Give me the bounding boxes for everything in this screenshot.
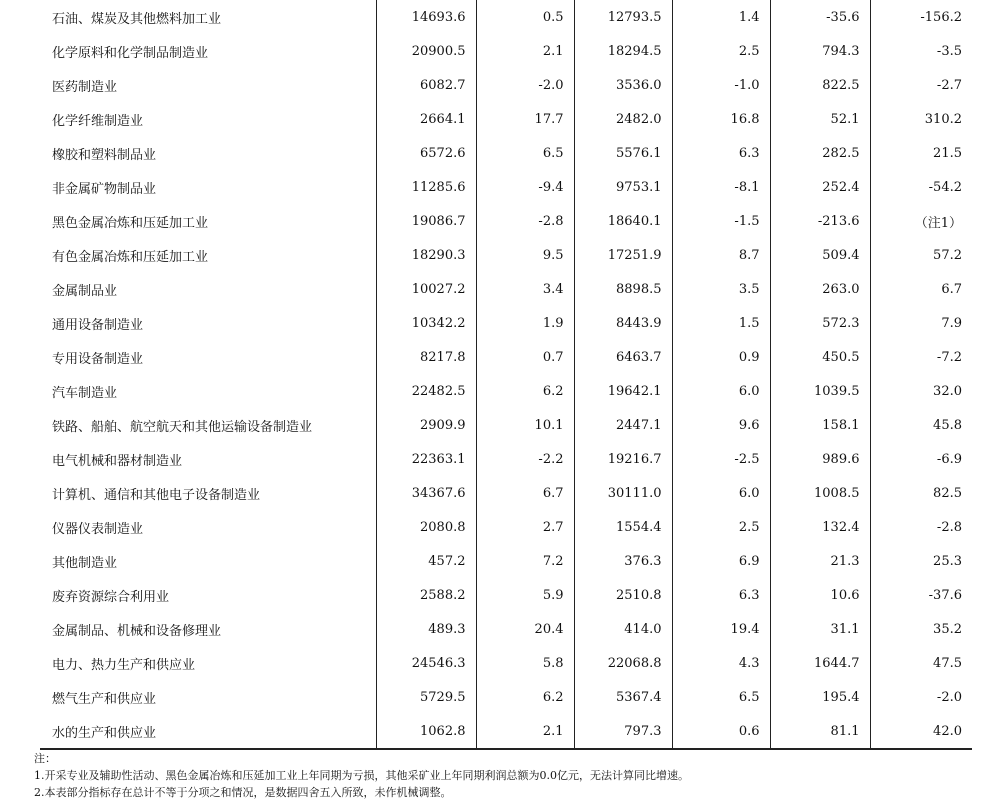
value-cell-v6: -2.8 xyxy=(870,510,972,544)
table-row xyxy=(40,442,972,476)
table-row xyxy=(40,68,972,102)
value-cell-v1: 34367.6 xyxy=(376,476,476,510)
table-body xyxy=(40,0,972,749)
value-cell-v1: 10342.2 xyxy=(376,306,476,340)
table-row xyxy=(40,374,972,408)
industry-name-cell: 非金属矿物制品业 xyxy=(52,181,157,197)
value-cell-v5: 509.4 xyxy=(770,238,870,272)
value-cell-v2: -9.4 xyxy=(476,170,574,204)
industry-name-cell: 专用设备制造业 xyxy=(52,351,144,367)
industry-name-cell: 通用设备制造业 xyxy=(52,317,144,333)
value-cell-v2: 6.7 xyxy=(476,476,574,510)
value-cell-v3: 19642.1 xyxy=(574,374,672,408)
table-row xyxy=(40,544,972,578)
value-cell-v2: 5.9 xyxy=(476,578,574,612)
value-cell-v3: 18640.1 xyxy=(574,204,672,238)
value-cell-v1: 18290.3 xyxy=(376,238,476,272)
value-cell-v2: 0.5 xyxy=(476,0,574,34)
table-row xyxy=(40,238,972,272)
value-cell-v4: 6.3 xyxy=(672,136,770,170)
value-cell-v3: 17251.9 xyxy=(574,238,672,272)
industry-name-cell: 化学原料和化学制品制造业 xyxy=(52,45,209,61)
value-cell-v2: 2.7 xyxy=(476,510,574,544)
value-cell-v1: 489.3 xyxy=(376,612,476,646)
value-cell-v4: 2.5 xyxy=(672,34,770,68)
value-cell-v6: 57.2 xyxy=(870,238,972,272)
value-cell-v5: 282.5 xyxy=(770,136,870,170)
value-cell-v3: 22068.8 xyxy=(574,646,672,680)
value-cell-v5: 81.1 xyxy=(770,714,870,749)
value-cell-v1: 19086.7 xyxy=(376,204,476,238)
industry-statistics-table xyxy=(40,0,972,750)
value-cell-v5: 572.3 xyxy=(770,306,870,340)
value-cell-v4: 16.8 xyxy=(672,102,770,136)
industry-name-cell: 电气机械和器材制造业 xyxy=(52,453,183,469)
value-cell-v5: 822.5 xyxy=(770,68,870,102)
value-cell-v4: -1.0 xyxy=(672,68,770,102)
table-row xyxy=(40,476,972,510)
value-cell-v2: -2.8 xyxy=(476,204,574,238)
value-cell-v5: 195.4 xyxy=(770,680,870,714)
value-cell-v2: 6.2 xyxy=(476,374,574,408)
value-cell-v4: 6.0 xyxy=(672,374,770,408)
value-cell-v2: 5.8 xyxy=(476,646,574,680)
table-row xyxy=(40,272,972,306)
value-cell-v5: 10.6 xyxy=(770,578,870,612)
notes-heading: 注： xyxy=(34,752,56,765)
value-cell-v5: 31.1 xyxy=(770,612,870,646)
value-cell-v1: 6572.6 xyxy=(376,136,476,170)
value-cell-v6: -2.7 xyxy=(870,68,972,102)
value-cell-v4: 0.9 xyxy=(672,340,770,374)
value-cell-v2: -2.2 xyxy=(476,442,574,476)
industry-name-cell: 石油、煤炭及其他燃料加工业 xyxy=(52,11,222,27)
value-cell-v4: 1.4 xyxy=(672,0,770,34)
value-cell-v3: 376.3 xyxy=(574,544,672,578)
value-cell-v2: 2.1 xyxy=(476,714,574,749)
industry-name-cell: 金属制品业 xyxy=(52,283,118,299)
table-row xyxy=(40,204,972,238)
value-cell-v6: 45.8 xyxy=(870,408,972,442)
value-cell-v5: 794.3 xyxy=(770,34,870,68)
value-cell-v3: 5367.4 xyxy=(574,680,672,714)
value-cell-v2: -2.0 xyxy=(476,68,574,102)
value-cell-v5: 989.6 xyxy=(770,442,870,476)
note-item-1: 1.开采专业及辅助性活动、黑色金属冶炼和压延加工业上年同期为亏损，其他采矿业上年同期利润总额为0.0亿元，无法计算同比增速。 xyxy=(34,769,689,782)
value-cell-v3: 6463.7 xyxy=(574,340,672,374)
value-cell-v3: 3536.0 xyxy=(574,68,672,102)
value-cell-v5: 21.3 xyxy=(770,544,870,578)
value-cell-v5: -35.6 xyxy=(770,0,870,34)
table-row xyxy=(40,170,972,204)
value-cell-v1: 20900.5 xyxy=(376,34,476,68)
value-cell-v3: 8898.5 xyxy=(574,272,672,306)
value-cell-v5: 263.0 xyxy=(770,272,870,306)
value-cell-v2: 20.4 xyxy=(476,612,574,646)
value-cell-v4: 4.3 xyxy=(672,646,770,680)
value-cell-v4: -1.5 xyxy=(672,204,770,238)
value-cell-v2: 9.5 xyxy=(476,238,574,272)
value-cell-v1: 14693.6 xyxy=(376,0,476,34)
industry-name-cell: 医药制造业 xyxy=(52,79,118,95)
value-cell-v4: 6.3 xyxy=(672,578,770,612)
value-cell-v5: 52.1 xyxy=(770,102,870,136)
value-cell-v6: 32.0 xyxy=(870,374,972,408)
industry-name-cell: 燃气生产和供应业 xyxy=(52,691,157,707)
value-cell-v3: 12793.5 xyxy=(574,0,672,34)
value-cell-v3: 2510.8 xyxy=(574,578,672,612)
table-row xyxy=(40,408,972,442)
note-item-2: 2.本表部分指标存在总计不等于分项之和情况，是数据四舍五入所致，未作机械调整。 xyxy=(34,786,452,799)
table-row xyxy=(40,680,972,714)
value-cell-v6: 21.5 xyxy=(870,136,972,170)
value-cell-v4: 8.7 xyxy=(672,238,770,272)
value-cell-v3: 2447.1 xyxy=(574,408,672,442)
value-cell-v6: （注1） xyxy=(870,204,972,238)
industry-name-cell: 计算机、通信和其他电子设备制造业 xyxy=(52,487,261,503)
value-cell-v6: -3.5 xyxy=(870,34,972,68)
value-cell-v4: -8.1 xyxy=(672,170,770,204)
value-cell-v6: -54.2 xyxy=(870,170,972,204)
value-cell-v4: 9.6 xyxy=(672,408,770,442)
value-cell-v2: 17.7 xyxy=(476,102,574,136)
table-row xyxy=(40,646,972,680)
value-cell-v3: 2482.0 xyxy=(574,102,672,136)
value-cell-v6: -2.0 xyxy=(870,680,972,714)
value-cell-v6: -6.9 xyxy=(870,442,972,476)
value-cell-v4: 6.0 xyxy=(672,476,770,510)
value-cell-v6: 7.9 xyxy=(870,306,972,340)
value-cell-v4: 6.5 xyxy=(672,680,770,714)
value-cell-v1: 1062.8 xyxy=(376,714,476,749)
value-cell-v5: 1039.5 xyxy=(770,374,870,408)
industry-name-cell: 仪器仪表制造业 xyxy=(52,521,144,537)
value-cell-v6: -7.2 xyxy=(870,340,972,374)
value-cell-v2: 6.2 xyxy=(476,680,574,714)
value-cell-v1: 8217.8 xyxy=(376,340,476,374)
table-row xyxy=(40,34,972,68)
value-cell-v6: 6.7 xyxy=(870,272,972,306)
value-cell-v5: 132.4 xyxy=(770,510,870,544)
value-cell-v3: 19216.7 xyxy=(574,442,672,476)
value-cell-v6: -156.2 xyxy=(870,0,972,34)
value-cell-v1: 5729.5 xyxy=(376,680,476,714)
value-cell-v4: 2.5 xyxy=(672,510,770,544)
industry-name-cell: 金属制品、机械和设备修理业 xyxy=(52,623,222,639)
industry-name-cell: 黑色金属冶炼和压延加工业 xyxy=(52,215,209,231)
value-cell-v2: 2.1 xyxy=(476,34,574,68)
value-cell-v1: 22363.1 xyxy=(376,442,476,476)
value-cell-v3: 414.0 xyxy=(574,612,672,646)
industry-name-cell: 化学纤维制造业 xyxy=(52,113,144,129)
value-cell-v4: 6.9 xyxy=(672,544,770,578)
value-cell-v1: 24546.3 xyxy=(376,646,476,680)
industry-name-cell: 水的生产和供应业 xyxy=(40,714,376,749)
value-cell-v3: 797.3 xyxy=(574,714,672,749)
value-cell-v1: 2664.1 xyxy=(376,102,476,136)
value-cell-v1: 2909.9 xyxy=(376,408,476,442)
table-row xyxy=(40,136,972,170)
value-cell-v4: -2.5 xyxy=(672,442,770,476)
value-cell-v4: 1.5 xyxy=(672,306,770,340)
value-cell-v1: 2588.2 xyxy=(376,578,476,612)
value-cell-v3: 18294.5 xyxy=(574,34,672,68)
table-row xyxy=(40,578,972,612)
industry-name-cell: 铁路、船舶、航空航天和其他运输设备制造业 xyxy=(52,419,313,435)
table-row xyxy=(40,102,972,136)
industry-name-cell: 其他制造业 xyxy=(52,555,118,571)
value-cell-v3: 8443.9 xyxy=(574,306,672,340)
value-cell-v6: 310.2 xyxy=(870,102,972,136)
value-cell-v1: 457.2 xyxy=(376,544,476,578)
value-cell-v6: 82.5 xyxy=(870,476,972,510)
value-cell-v2: 6.5 xyxy=(476,136,574,170)
value-cell-v5: 1008.5 xyxy=(770,476,870,510)
table-row xyxy=(40,0,972,34)
value-cell-v3: 5576.1 xyxy=(574,136,672,170)
value-cell-v3: 30111.0 xyxy=(574,476,672,510)
value-cell-v6: 25.3 xyxy=(870,544,972,578)
value-cell-v3: 9753.1 xyxy=(574,170,672,204)
value-cell-v5: 450.5 xyxy=(770,340,870,374)
value-cell-v1: 11285.6 xyxy=(376,170,476,204)
table-row xyxy=(40,714,972,749)
value-cell-v2: 3.4 xyxy=(476,272,574,306)
table-row xyxy=(40,306,972,340)
table-row xyxy=(40,510,972,544)
value-cell-v6: 35.2 xyxy=(870,612,972,646)
table-notes xyxy=(34,750,689,801)
table-row xyxy=(40,612,972,646)
value-cell-v2: 7.2 xyxy=(476,544,574,578)
industry-name-cell: 橡胶和塑料制品业 xyxy=(52,147,157,163)
value-cell-v1: 2080.8 xyxy=(376,510,476,544)
value-cell-v4: 19.4 xyxy=(672,612,770,646)
value-cell-v1: 22482.5 xyxy=(376,374,476,408)
value-cell-v6: 42.0 xyxy=(870,714,972,749)
value-cell-v6: 47.5 xyxy=(870,646,972,680)
industry-name-cell: 汽车制造业 xyxy=(52,385,118,401)
value-cell-v5: 252.4 xyxy=(770,170,870,204)
value-cell-v4: 0.6 xyxy=(672,714,770,749)
industry-name-cell: 废弃资源综合利用业 xyxy=(52,589,170,605)
value-cell-v5: 158.1 xyxy=(770,408,870,442)
value-cell-v5: 1644.7 xyxy=(770,646,870,680)
value-cell-v6: -37.6 xyxy=(870,578,972,612)
industry-name-cell: 有色金属冶炼和压延加工业 xyxy=(52,249,209,265)
value-cell-v2: 0.7 xyxy=(476,340,574,374)
value-cell-v2: 10.1 xyxy=(476,408,574,442)
value-cell-v2: 1.9 xyxy=(476,306,574,340)
table-row xyxy=(40,340,972,374)
value-cell-v4: 3.5 xyxy=(672,272,770,306)
industry-name-cell: 电力、热力生产和供应业 xyxy=(52,657,196,673)
value-cell-v3: 1554.4 xyxy=(574,510,672,544)
value-cell-v5: -213.6 xyxy=(770,204,870,238)
value-cell-v1: 6082.7 xyxy=(376,68,476,102)
value-cell-v1: 10027.2 xyxy=(376,272,476,306)
